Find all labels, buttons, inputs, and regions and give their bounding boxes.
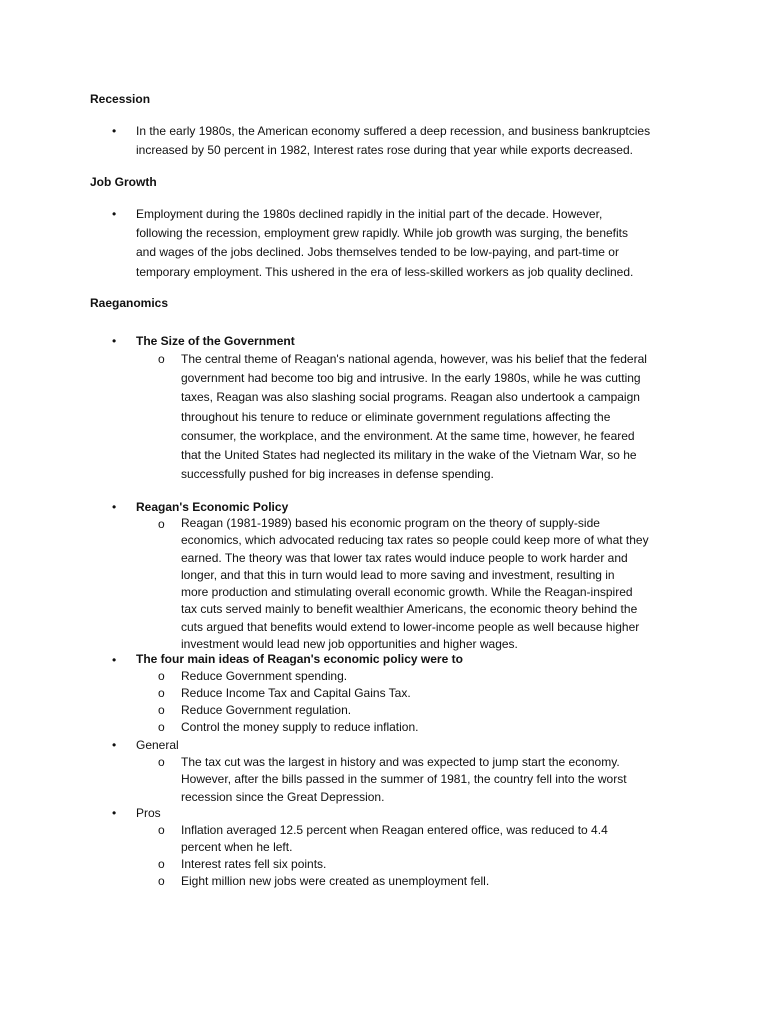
text-line: Employment during the 1980s declined rapidly in the initial part of the decade. However, [136,207,603,221]
size-of-government-title: The Size of the Government [136,334,295,348]
pros-item: Interest rates fell six points. [181,857,327,871]
text-line: that the United States had neglected its military in the wake of the Vietnam War, so he [181,448,637,463]
text-line: The central theme of Reagan's national agenda, however, was his belief that the federal [181,352,647,366]
bullet-marker: • [112,500,117,514]
heading-raeganomics: Raeganomics [90,296,169,310]
text-line: recession since the Great Depression. [181,789,385,804]
text-line: percent when he left. [181,840,293,855]
pros-item [181,822,608,857]
pros-title: Pros [136,806,161,820]
four-ideas-title: The four main ideas of Reagan's economic policy were to [136,652,463,666]
heading-job-growth: Job Growth [90,175,157,189]
text-line: government had become too big and intrusive. In the early 1980s, while he was cutting [181,371,641,386]
text-line: tax cuts served mainly to benefit wealthier Americans, the economic theory behind the [181,602,638,617]
text-line: taxes, Reagan was also slashing social programs. Reagan also undertook a campaign [181,390,640,405]
text-line: In the early 1980s, the American economy suffered a deep recession, and business bankruptcies [136,124,651,138]
sub-bullet-marker: o [158,669,165,683]
bullet-marker: • [112,653,117,667]
economic-policy-paragraph [181,515,649,653]
text-line: throughout his tenure to reduce or eliminate government regulations affecting the [181,409,611,424]
text-line: and wages of the jobs declined. Jobs themselves tended to be low-paying, and part-time or [136,245,619,260]
sub-bullet-marker: o [158,517,165,531]
text-line: cuts argued that benefits would extend to lower-income people as well because higher [181,619,640,634]
text-line: Reagan (1981-1989) based his economic program on the theory of supply-side [181,516,600,530]
economic-policy-title: Reagan's Economic Policy [136,500,289,514]
general-title: General [136,738,179,752]
bullet-marker: • [112,806,117,820]
text-line: longer, and that this in turn would lead to more saving and investment, resulting in [181,567,615,582]
bullet-marker: • [112,124,117,138]
text-line: The tax cut was the largest in history and was expected to jump start the economy. [181,755,620,769]
four-ideas-item: Control the money supply to reduce inflation. [181,720,419,734]
text-line: more production and stimulating overall economic growth. While the Reagan-inspired [181,585,633,600]
four-ideas-item: Reduce Income Tax and Capital Gains Tax. [181,686,411,700]
text-line: However, after the bills passed in the summer of 1981, the country fell into the worst [181,772,627,787]
text-line: temporary employment. This ushered in the era of less-skilled workers as job quality declined. [136,264,634,279]
bullet-marker: • [112,207,117,221]
sub-bullet-marker: o [158,703,165,717]
text-line: increased by 50 percent in 1982, Interest rates rose during that year while exports decreased. [136,143,633,158]
bullet-marker: • [112,334,117,348]
heading-recession: Recession [90,92,151,106]
four-ideas-item: Reduce Government regulation. [181,703,352,717]
sub-bullet-marker: o [158,857,165,871]
sub-bullet-marker: o [158,686,165,700]
general-paragraph [181,754,627,806]
sub-bullet-marker: o [158,823,165,837]
job-growth-paragraph [136,205,633,282]
text-line: investment would lead new job opportunities and higher wages. [181,637,518,652]
recession-paragraph [136,122,650,160]
text-line: following the recession, employment grew rapidly. While job growth was surging, the benefits [136,226,629,241]
sub-bullet-marker: o [158,874,165,888]
bullet-marker: • [112,738,117,752]
text-line: Inflation averaged 12.5 percent when Reagan entered office, was reduced to 4.4 [181,823,608,837]
text-line: economics, which advocated reducing tax rates so people could keep more of what they [181,533,649,548]
sub-bullet-marker: o [158,755,165,769]
sub-bullet-marker: o [158,352,165,366]
text-line: earned. The theory was that lower tax rates would induce people to work harder and [181,550,628,565]
sub-bullet-marker: o [158,720,165,734]
size-of-government-paragraph [181,350,647,484]
text-line: successfully pushed for big increases in defense spending. [181,467,494,482]
four-ideas-item: Reduce Government spending. [181,669,348,683]
pros-item: Eight million new jobs were created as unemployment fell. [181,874,490,888]
text-line: consumer, the workplace, and the environment. At the same time, however, he feared [181,428,635,443]
